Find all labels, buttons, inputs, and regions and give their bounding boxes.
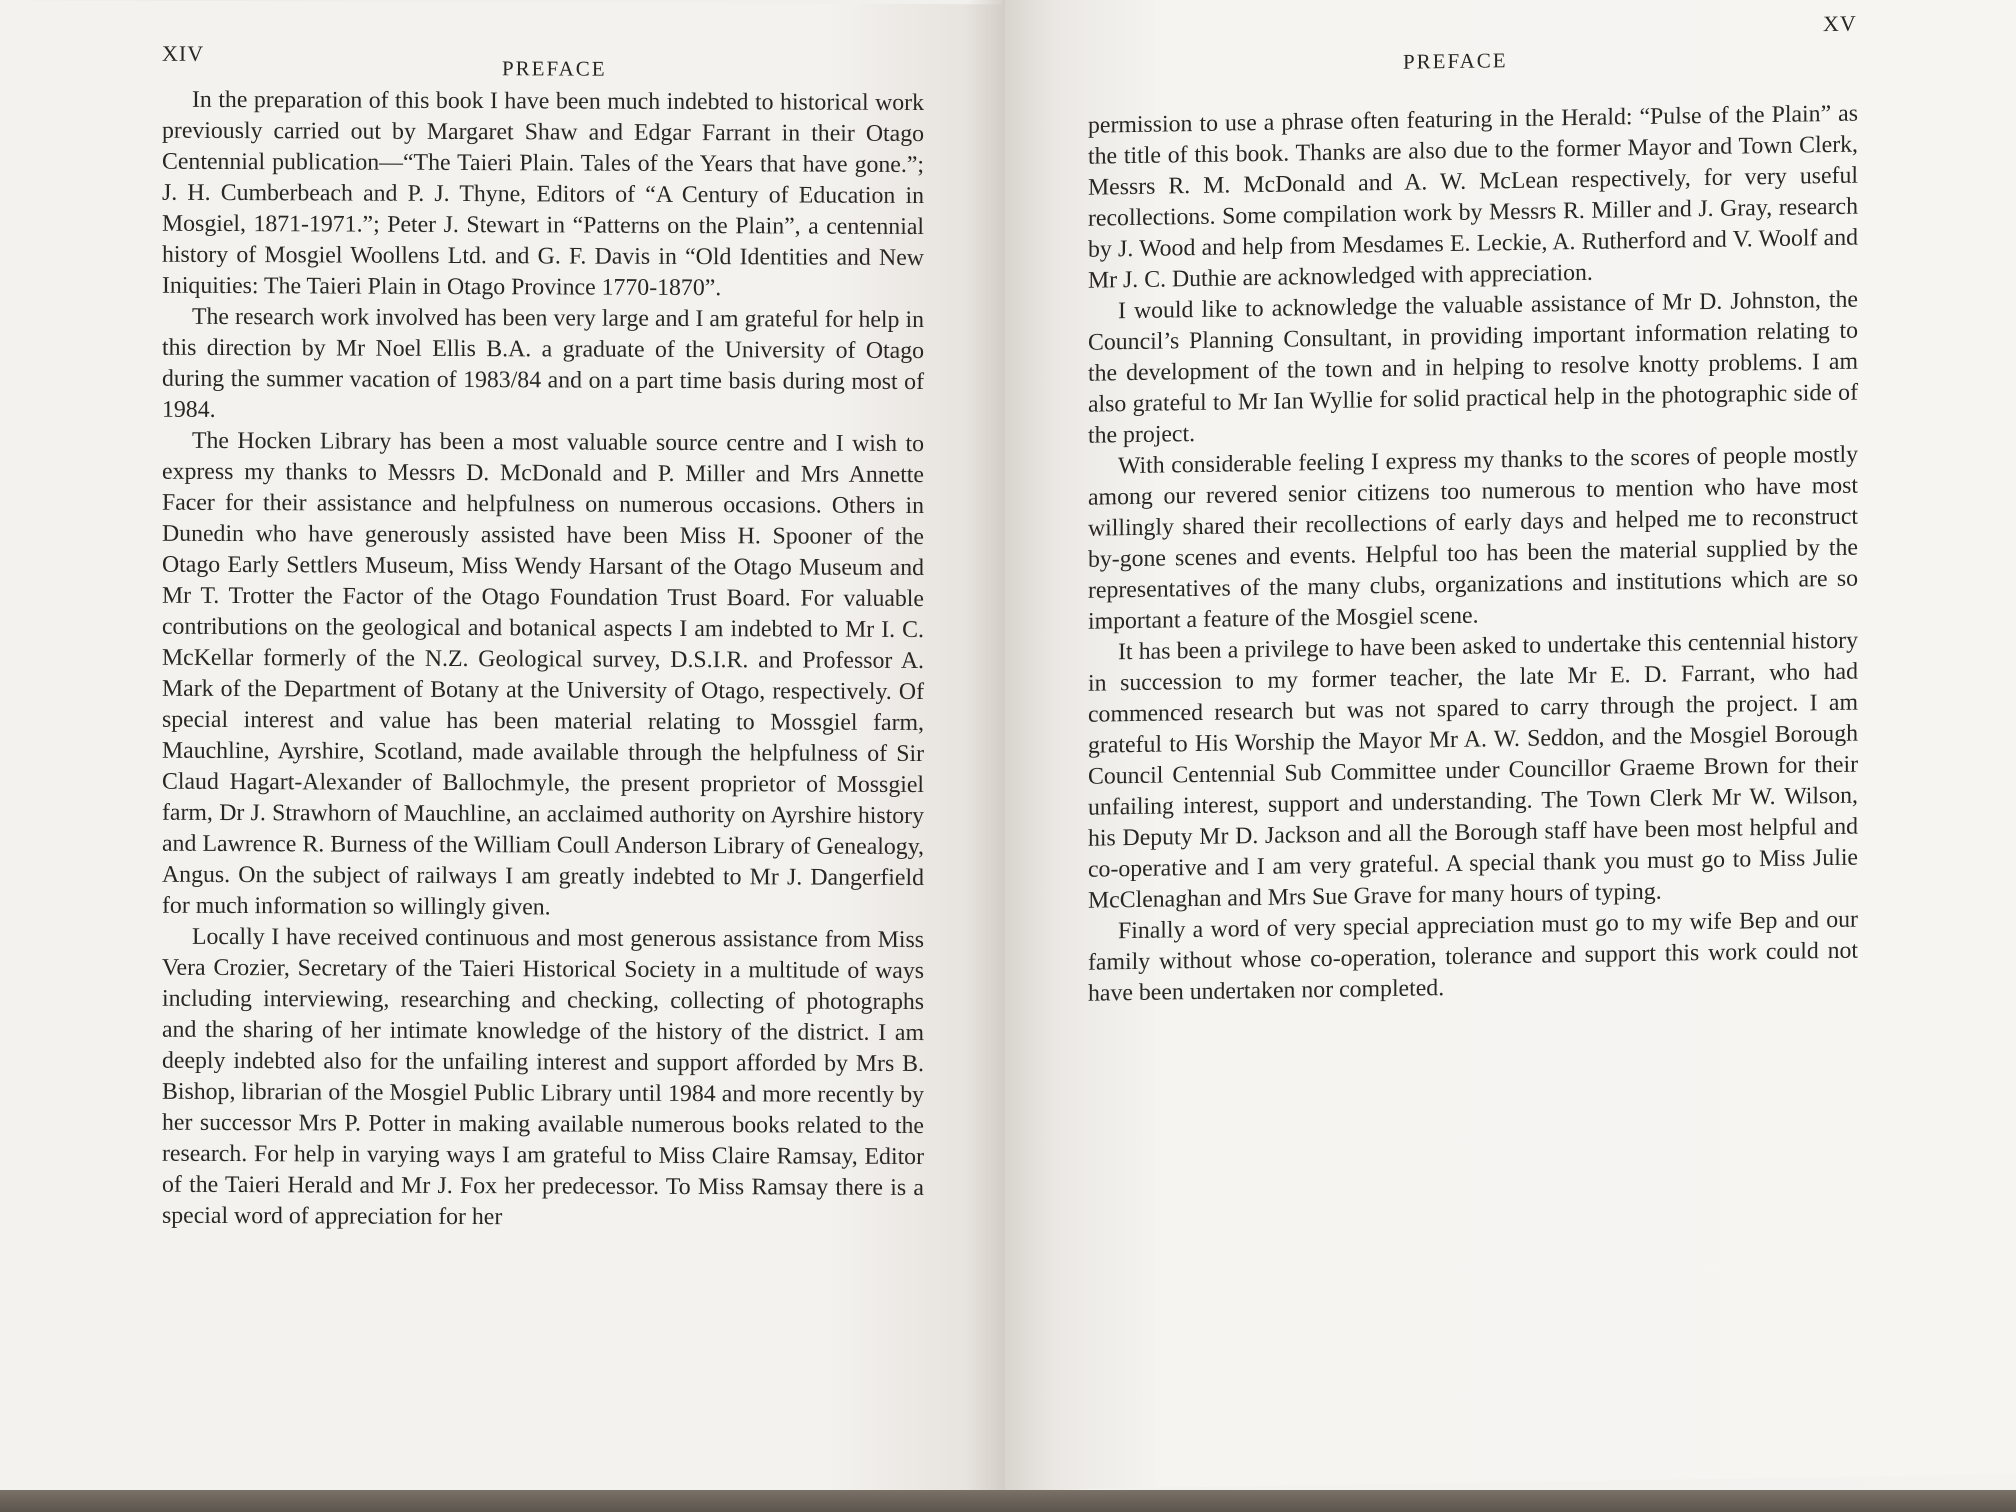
left-page-text [162,85,924,1235]
paragraph: With considerable feeling I express my thanks to the scores of people mostly among our revered senior citizens too numerous to mention who have most willingly shared their recollections of early days and helped me to reconstruct by-gone scenes and events. Helpful too has been the material supplied by the representatives of the many clubs, organizations and institutions which are so important a feature of the Mosgiel scene. [1088,441,1858,635]
right-page [1005,0,2016,1490]
right-page-text [1088,99,1858,1010]
paragraph: In the preparation of this book I have been much indebted to historical work previously carried out by Margaret Shaw and Edgar Farrant in their Otago Centennial publication—“The Taieri Plain. Tales of the Years that have gone.”; J. H. Cumberbeach and P. J. Thyne, Editors of “A Century of Education in Mosgiel, 1871-1971.”; Peter J. Stewart in “Patterns on the Plain”, a centennial history of Mosgiel Woollens Ltd. and G. F. Davis in “Old Identities and New Iniquities: The Taieri Plain in Otago Province 1770-1870”. [162,86,924,302]
running-head-right: PREFACE [1403,48,1508,74]
page-number-left: XIV [162,40,205,66]
page-number-right: XV [1823,10,1857,37]
left-page [0,0,1005,1494]
running-head-left: PREFACE [502,56,607,81]
paragraph: Locally I have received continuous and most generous assistance from Miss Vera Crozier, Secretary of the Taieri Historical Society in a multitude of ways including interviewing, researching and checking, collecting of photographs and the sharing of her intimate knowledge of the history of the district. I am deeply indebted also for the unfailing interest and support afforded by Mrs B. Bishop, librarian of the Mosgiel Public Library until 1984 and more recently by her successor Mrs P. Potter in making available numerous books related to the research. For help in varying ways I am grateful to Miss Claire Ramsay, Editor of the Taieri Herald and Mr J. Fox her predecessor. To Miss Ramsay there is a special word of appreciation for her [162,923,924,1231]
paragraph: Finally a word of very special appreciation must go to my wife Bep and our family without whose co-operation, tolerance and support this work could not have been undertaken nor completed. [1088,906,1858,1007]
paragraph: The research work involved has been very large and I am grateful for help in this direction by Mr Noel Ellis B.A. a graduate of the University of Otago during the summer vacation of 1983/84 and on a part time basis during most of 1984. [162,303,924,423]
paragraph: It has been a privilege to have been asked to undertake this centennial history in succession to my former teacher, the late Mr E. D. Farrant, who had commenced research but was not spared to carry through the project. I am grateful to His Worship the Mayor Mr A. W. Seddon, and the Mosgiel Borough Council Centennial Sub Committee under Councillor Graeme Brown for their unfailing interest, support and understanding. The Town Clerk Mr W. Wilson, his Deputy Mr D. Jackson and all the Borough staff have been most helpful and co-operative and I am very grateful. A special thank you must go to Miss Julie McClenaghan and Mrs Sue Grave for many hours of typing. [1088,627,1858,914]
paragraph: permission to use a phrase often featuring in the Herald: “Pulse of the Plain” as the title of this book. Thanks are also due to the former Mayor and Town Clerk, Messrs R. M. McDonald and A. W. McLean respectively, for very useful recollections. Some compilation work by Messrs R. Miller and J. Gray, research by J. Wood and help from Mesdames E. Leckie, A. Rutherford and V. Woolf and Mr J. C. Duthie are acknowledged with appreciation. [1088,100,1858,294]
paragraph: The Hocken Library has been a most valuable source centre and I wish to express my thanks to Messrs D. McDonald and P. Miller and Mrs Annette Facer for their assistance and helpfulness on numerous occasions. Others in Dunedin who have generously assisted have been Miss H. Spooner of the Otago Early Settlers Museum, Miss Wendy Harsant of the Otago Museum and Mr T. Trotter the Factor of the Otago Foundation Trust Board. For valuable contributions on the geological and botanical aspects I am indebted to Mr I. C. McKellar formerly of the N.Z. Geological survey, D.S.I.R. and Professor A. Mark of the Department of Botany at the University of Otago, respectively. Of special interest and value has been material relating to Mossgiel farm, Mauchline, Ayrshire, Scotland, made available through the helpfulness of Sir Claud Hagart-Alexander of Ballochmyle, the present proprietor of Mossgiel farm, Dr J. Strawhorn of Mauchline, an acclaimed authority on Ayrshire history and Lawrence R. Burness of the William Coull Anderson Library of Genealogy, Angus. On the subject of railways I am greatly indebted to Mr J. Dangerfield for much information so willingly given. [162,427,924,921]
table-surface [0,1490,2016,1512]
paragraph: I would like to acknowledge the valuable assistance of Mr D. Johnston, the Council’s Planning Consultant, in providing important information relating to the development of the town and in helping to resolve knotty problems. I am also grateful to Mr Ian Wyllie for solid practical help in the photographic side of the project. [1088,286,1858,449]
